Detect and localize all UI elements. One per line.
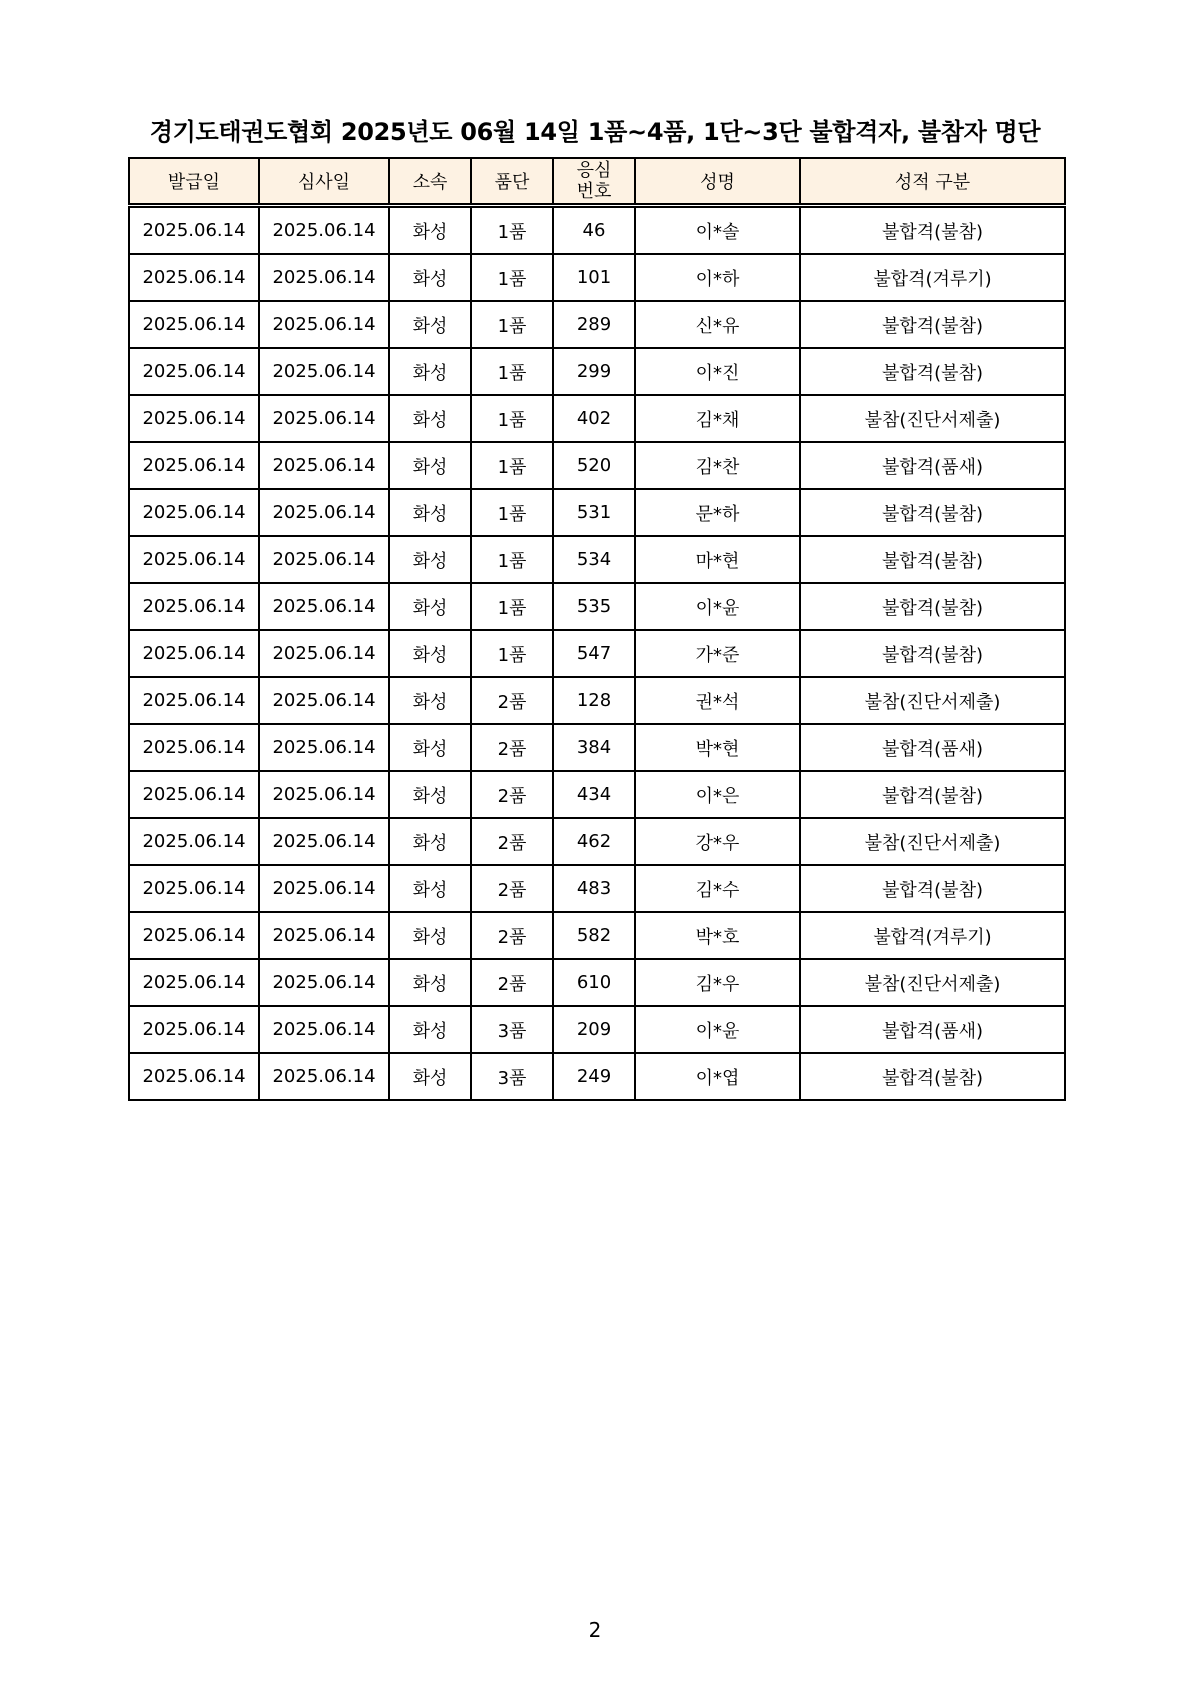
table-row — [129, 865, 1065, 912]
cell-affiliation: 화성 — [389, 583, 471, 630]
cell-result: 불합격(품새) — [800, 724, 1065, 771]
cell-name: 이*윤 — [635, 583, 800, 630]
cell-exam-date: 2025.06.14 — [259, 536, 389, 583]
cell-exam-date: 2025.06.14 — [259, 630, 389, 677]
cell-exam-number: 249 — [553, 1053, 635, 1100]
cell-result: 불합격(불참) — [800, 206, 1065, 255]
cell-rank: 2품 — [471, 677, 553, 724]
cell-exam-number: 101 — [553, 254, 635, 301]
cell-rank: 1품 — [471, 583, 553, 630]
header-issue-date: 발급일 — [129, 158, 259, 206]
cell-result: 불참(진단서제출) — [800, 677, 1065, 724]
cell-rank: 2품 — [471, 912, 553, 959]
cell-affiliation: 화성 — [389, 677, 471, 724]
cell-affiliation: 화성 — [389, 395, 471, 442]
table-header — [129, 158, 1065, 206]
cell-rank: 1품 — [471, 254, 553, 301]
cell-issue-date: 2025.06.14 — [129, 959, 259, 1006]
table-row — [129, 1006, 1065, 1053]
cell-affiliation: 화성 — [389, 912, 471, 959]
cell-issue-date: 2025.06.14 — [129, 1053, 259, 1100]
cell-exam-number: 384 — [553, 724, 635, 771]
cell-exam-date: 2025.06.14 — [259, 583, 389, 630]
cell-issue-date: 2025.06.14 — [129, 583, 259, 630]
cell-name: 이*하 — [635, 254, 800, 301]
table-row — [129, 442, 1065, 489]
cell-name: 박*현 — [635, 724, 800, 771]
cell-affiliation: 화성 — [389, 771, 471, 818]
cell-issue-date: 2025.06.14 — [129, 771, 259, 818]
cell-issue-date: 2025.06.14 — [129, 301, 259, 348]
cell-result: 불참(진단서제출) — [800, 818, 1065, 865]
cell-exam-number: 582 — [553, 912, 635, 959]
cell-exam-date: 2025.06.14 — [259, 348, 389, 395]
cell-issue-date: 2025.06.14 — [129, 724, 259, 771]
cell-issue-date: 2025.06.14 — [129, 1006, 259, 1053]
cell-exam-date: 2025.06.14 — [259, 912, 389, 959]
cell-exam-date: 2025.06.14 — [259, 442, 389, 489]
table-row — [129, 348, 1065, 395]
cell-result: 불합격(불참) — [800, 1053, 1065, 1100]
table-row — [129, 395, 1065, 442]
cell-name: 문*하 — [635, 489, 800, 536]
cell-result: 불합격(불참) — [800, 348, 1065, 395]
cell-name: 신*유 — [635, 301, 800, 348]
cell-exam-number: 535 — [553, 583, 635, 630]
cell-result: 불합격(겨루기) — [800, 254, 1065, 301]
cell-result: 불합격(불참) — [800, 301, 1065, 348]
header-result: 성적 구분 — [800, 158, 1065, 206]
cell-rank: 1품 — [471, 442, 553, 489]
cell-affiliation: 화성 — [389, 1006, 471, 1053]
cell-result: 불참(진단서제출) — [800, 959, 1065, 1006]
cell-rank: 1품 — [471, 630, 553, 677]
cell-exam-number: 209 — [553, 1006, 635, 1053]
cell-rank: 1품 — [471, 489, 553, 536]
cell-issue-date: 2025.06.14 — [129, 912, 259, 959]
cell-exam-number: 483 — [553, 865, 635, 912]
cell-exam-number: 534 — [553, 536, 635, 583]
table-row — [129, 771, 1065, 818]
cell-rank: 3품 — [471, 1006, 553, 1053]
cell-result: 불합격(불참) — [800, 489, 1065, 536]
cell-rank: 2품 — [471, 818, 553, 865]
cell-exam-date: 2025.06.14 — [259, 865, 389, 912]
document-title: 경기도태권도협회 2025년도 06월 14일 1품~4품, 1단~3단 불합격자, 불참자 명단 — [149, 118, 1041, 146]
table-row — [129, 724, 1065, 771]
cell-exam-number: 128 — [553, 677, 635, 724]
cell-rank: 1품 — [471, 395, 553, 442]
cell-exam-date: 2025.06.14 — [259, 254, 389, 301]
table-row — [129, 677, 1065, 724]
cell-affiliation: 화성 — [389, 348, 471, 395]
table-row — [129, 583, 1065, 630]
cell-issue-date: 2025.06.14 — [129, 536, 259, 583]
cell-exam-date: 2025.06.14 — [259, 818, 389, 865]
cell-rank: 1품 — [471, 536, 553, 583]
page-number: 2 — [588, 1618, 602, 1642]
cell-exam-date: 2025.06.14 — [259, 395, 389, 442]
cell-exam-number: 434 — [553, 771, 635, 818]
cell-exam-date: 2025.06.14 — [259, 771, 389, 818]
cell-exam-number: 610 — [553, 959, 635, 1006]
cell-exam-number: 462 — [553, 818, 635, 865]
cell-result: 불합격(품새) — [800, 1006, 1065, 1053]
cell-rank: 2품 — [471, 724, 553, 771]
header-exam-number: 응심 번호 — [553, 158, 635, 206]
cell-exam-number: 531 — [553, 489, 635, 536]
cell-rank: 2품 — [471, 959, 553, 1006]
cell-exam-date: 2025.06.14 — [259, 301, 389, 348]
cell-affiliation: 화성 — [389, 206, 471, 255]
cell-issue-date: 2025.06.14 — [129, 206, 259, 255]
cell-name: 권*석 — [635, 677, 800, 724]
table-row — [129, 206, 1065, 255]
cell-exam-date: 2025.06.14 — [259, 1053, 389, 1100]
cell-name: 이*솔 — [635, 206, 800, 255]
cell-issue-date: 2025.06.14 — [129, 630, 259, 677]
cell-exam-date: 2025.06.14 — [259, 959, 389, 1006]
cell-name: 이*은 — [635, 771, 800, 818]
cell-rank: 2품 — [471, 865, 553, 912]
cell-affiliation: 화성 — [389, 1053, 471, 1100]
cell-rank: 1품 — [471, 301, 553, 348]
table-row — [129, 489, 1065, 536]
table-row — [129, 536, 1065, 583]
cell-affiliation: 화성 — [389, 724, 471, 771]
cell-name: 마*현 — [635, 536, 800, 583]
cell-name: 이*진 — [635, 348, 800, 395]
cell-name: 강*우 — [635, 818, 800, 865]
table-row — [129, 818, 1065, 865]
header-rank: 품단 — [471, 158, 553, 206]
cell-affiliation: 화성 — [389, 442, 471, 489]
cell-affiliation: 화성 — [389, 536, 471, 583]
cell-name: 김*채 — [635, 395, 800, 442]
cell-name: 김*찬 — [635, 442, 800, 489]
cell-result: 불합격(불참) — [800, 771, 1065, 818]
cell-exam-number: 520 — [553, 442, 635, 489]
cell-rank: 1품 — [471, 206, 553, 255]
table-row — [129, 1053, 1065, 1100]
cell-name: 이*엽 — [635, 1053, 800, 1100]
cell-result: 불합격(불참) — [800, 583, 1065, 630]
cell-affiliation: 화성 — [389, 818, 471, 865]
cell-result: 불합격(불참) — [800, 536, 1065, 583]
table-row — [129, 630, 1065, 677]
cell-issue-date: 2025.06.14 — [129, 489, 259, 536]
cell-name: 가*준 — [635, 630, 800, 677]
cell-exam-number: 289 — [553, 301, 635, 348]
cell-result: 불합격(품새) — [800, 442, 1065, 489]
cell-affiliation: 화성 — [389, 865, 471, 912]
cell-exam-number: 46 — [553, 206, 635, 255]
cell-name: 김*우 — [635, 959, 800, 1006]
cell-affiliation: 화성 — [389, 489, 471, 536]
cell-result: 불합격(겨루기) — [800, 912, 1065, 959]
cell-exam-date: 2025.06.14 — [259, 677, 389, 724]
cell-issue-date: 2025.06.14 — [129, 348, 259, 395]
cell-issue-date: 2025.06.14 — [129, 818, 259, 865]
cell-affiliation: 화성 — [389, 254, 471, 301]
cell-name: 박*호 — [635, 912, 800, 959]
table-row — [129, 959, 1065, 1006]
cell-issue-date: 2025.06.14 — [129, 865, 259, 912]
header-row — [129, 158, 1065, 206]
cell-issue-date: 2025.06.14 — [129, 254, 259, 301]
cell-issue-date: 2025.06.14 — [129, 442, 259, 489]
cell-exam-date: 2025.06.14 — [259, 489, 389, 536]
header-affiliation: 소속 — [389, 158, 471, 206]
header-name: 성명 — [635, 158, 800, 206]
table-row — [129, 912, 1065, 959]
cell-exam-number: 547 — [553, 630, 635, 677]
cell-rank: 1품 — [471, 348, 553, 395]
cell-name: 이*윤 — [635, 1006, 800, 1053]
cell-rank: 2품 — [471, 771, 553, 818]
table-row — [129, 301, 1065, 348]
cell-exam-number: 299 — [553, 348, 635, 395]
table-row — [129, 254, 1065, 301]
table-body — [129, 206, 1065, 1101]
cell-affiliation: 화성 — [389, 959, 471, 1006]
results-table — [128, 157, 1066, 1101]
cell-rank: 3품 — [471, 1053, 553, 1100]
cell-name: 김*수 — [635, 865, 800, 912]
cell-exam-date: 2025.06.14 — [259, 1006, 389, 1053]
cell-result: 불합격(불참) — [800, 630, 1065, 677]
cell-exam-number: 402 — [553, 395, 635, 442]
cell-result: 불참(진단서제출) — [800, 395, 1065, 442]
cell-affiliation: 화성 — [389, 301, 471, 348]
cell-issue-date: 2025.06.14 — [129, 395, 259, 442]
cell-exam-date: 2025.06.14 — [259, 724, 389, 771]
cell-exam-date: 2025.06.14 — [259, 206, 389, 255]
cell-issue-date: 2025.06.14 — [129, 677, 259, 724]
cell-affiliation: 화성 — [389, 630, 471, 677]
header-exam-date: 심사일 — [259, 158, 389, 206]
cell-result: 불합격(불참) — [800, 865, 1065, 912]
